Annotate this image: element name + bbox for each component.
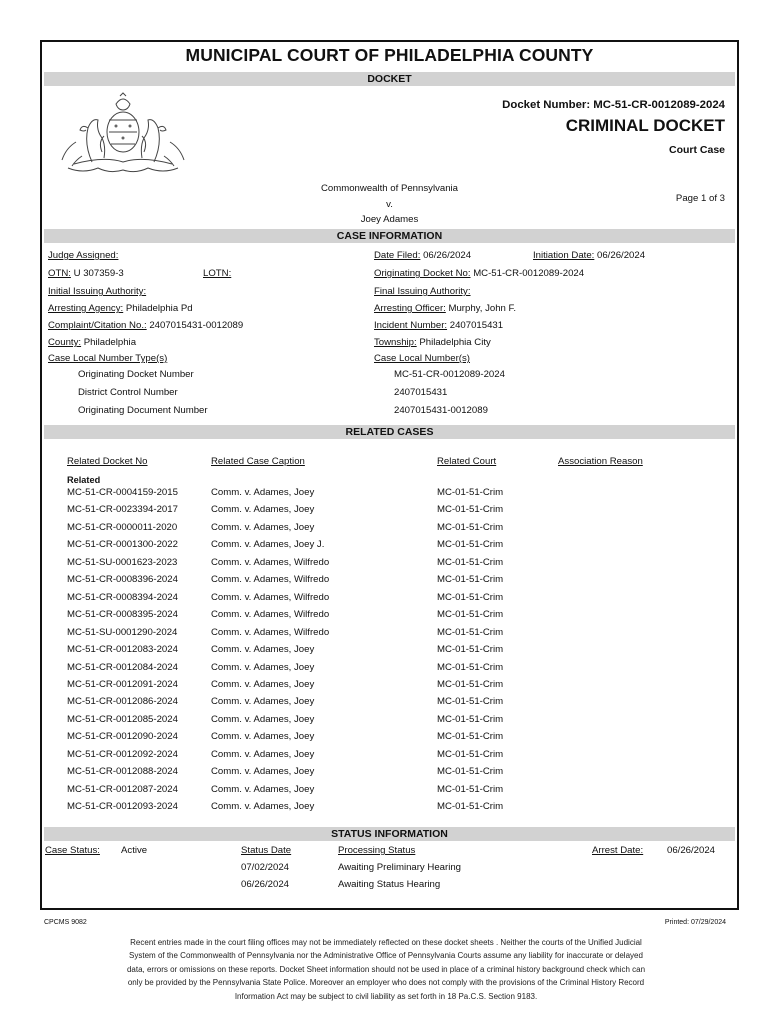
related-docket: MC-51-CR-0023394-2017: [67, 504, 178, 516]
initiation-date: Initiation Date: 06/26/2024: [533, 250, 646, 261]
related-case-row: [42, 644, 737, 661]
disclaimer: [80, 936, 692, 1003]
judge-label: Judge Assigned:: [48, 250, 119, 261]
related-case-row: [42, 522, 737, 539]
related-caption: Comm. v. Adames, Joey: [211, 487, 315, 498]
related-docket: MC-51-CR-0008395-2024: [67, 609, 178, 621]
related-court: MC-01-51-Crim: [437, 591, 504, 603]
related-court: MC-01-51-Crim: [437, 696, 504, 708]
related-case-row: [42, 574, 737, 591]
local-type: Originating Docket Number: [78, 369, 194, 380]
related-caption: Comm. v. Adames, Joey: [211, 713, 315, 725]
related-case-row: [42, 679, 737, 696]
related-case-row: [42, 714, 737, 731]
related-case-row: [42, 504, 737, 521]
case-kind: Court Case: [668, 144, 725, 156]
related-caption: Comm. v. Adames, Joey: [211, 504, 315, 516]
court-title: MUNICIPAL COURT OF PHILADELPHIA COUNTY: [185, 45, 594, 65]
related-docket: MC-51-CR-0012092-2024: [67, 748, 178, 760]
printed-date: Printed: 07/29/2024: [664, 919, 726, 926]
related-court: MC-01-51-Crim: [437, 626, 504, 638]
related-docket: MC-51-CR-0012093-2024: [67, 801, 178, 813]
arresting-officer: Arresting Officer: Murphy, John F.: [374, 303, 517, 314]
originating-docket: Originating Docket No: MC-51-CR-0012089-2024: [374, 268, 585, 279]
local-numbers-label: Case Local Number(s): [374, 353, 470, 364]
related-court: MC-01-51-Crim: [437, 521, 504, 533]
association-reason-header: Association Reason: [558, 456, 643, 467]
related-cases-bar: RELATED CASES: [44, 425, 735, 439]
related-caption: Comm. v. Adames, Joey: [211, 521, 315, 533]
case-status-value: Active: [121, 845, 148, 856]
related-caption: Comm. v. Adames, Wilfredo: [211, 556, 330, 568]
complaint-number: Complaint/Citation No.: 2407015431-0012089: [48, 320, 244, 331]
status-entry-date: 07/02/2024: [241, 862, 290, 873]
related-case-row: [42, 731, 737, 748]
related-docket: MC-51-CR-0012086-2024: [67, 696, 178, 708]
related-caption: Comm. v. Adames, Wilfredo: [211, 574, 330, 586]
related-docket: MC-51-CR-0012084-2024: [67, 661, 178, 673]
related-court: MC-01-51-Crim: [437, 801, 504, 813]
related-docket: MC-51-CR-0008394-2024: [67, 591, 178, 603]
related-court: MC-01-51-Crim: [437, 713, 504, 725]
related-caption: Comm. v. Adames, Joey: [211, 644, 315, 656]
related-caption: Comm. v. Adames, Wilfredo: [211, 626, 330, 638]
related-court: MC-01-51-Crim: [437, 556, 504, 568]
related-docket-header: Related Docket No: [67, 456, 148, 467]
related-docket: MC-51-SU-0001623-2023: [67, 556, 178, 568]
related-docket: MC-51-CR-0000011-2020: [67, 521, 178, 533]
related-court: MC-01-51-Crim: [437, 678, 504, 690]
related-caption: Comm. v. Adames, Joey: [211, 731, 315, 743]
date-filed: Date Filed: 06/26/2024: [374, 250, 472, 261]
status-information-bar: STATUS INFORMATION: [44, 827, 735, 841]
caption-line1: Commonwealth of Pennsylvania: [320, 183, 459, 194]
related-court: MC-01-51-Crim: [437, 644, 504, 656]
incident-number: Incident Number: 2407015431: [374, 320, 504, 331]
pennsylvania-seal-icon: [54, 92, 192, 178]
related-case-row: [42, 801, 737, 818]
status-entry-status: Awaiting Preliminary Hearing: [338, 862, 461, 873]
docket-bar: DOCKET: [44, 72, 735, 86]
related-case-row: [42, 609, 737, 626]
related-docket: MC-51-CR-0001300-2022: [67, 539, 178, 551]
related-group-label: Related: [67, 475, 101, 485]
arrest-date: 06/26/2024: [667, 845, 716, 856]
related-caption: Comm. v. Adames, Joey: [211, 783, 315, 795]
related-docket: MC-51-CR-0012083-2024: [67, 644, 178, 656]
status-entry-date: 06/26/2024: [241, 879, 290, 890]
docket-frame: [40, 40, 739, 910]
related-caption: Comm. v. Adames, Wilfredo: [211, 591, 330, 603]
related-caption: Comm. v. Adames, Joey: [211, 661, 315, 673]
docket-type: CRIMINAL DOCKET: [565, 116, 725, 135]
related-docket: MC-51-SU-0001290-2024: [67, 626, 178, 638]
page-indicator: Page 1 of 3: [675, 193, 725, 204]
disclaimer-line: Information Act may be subject to civil liability as set forth in 18 Pa.C.S. Section 9183.: [234, 991, 538, 1001]
related-court: MC-01-51-Crim: [437, 539, 504, 551]
related-caption: Comm. v. Adames, Joey: [211, 696, 315, 708]
case-information-bar: CASE INFORMATION: [44, 229, 735, 243]
related-case-row: [42, 784, 737, 801]
related-case-row: [42, 557, 737, 574]
disclaimer-line: data, errors or omissions on these reports. Docket Sheet information should not be used in place of a criminal history background check which can: [126, 964, 646, 974]
related-court: MC-01-51-Crim: [437, 731, 504, 743]
related-case-row: [42, 696, 737, 713]
related-case-row: [42, 627, 737, 644]
related-case-row: [42, 749, 737, 766]
local-types-label: Case Local Number Type(s): [48, 353, 168, 364]
disclaimer-line: Recent entries made in the court filing offices may not be immediately reflected on these docket sheets . Neither the courts of the Unified Judicial: [130, 938, 642, 947]
related-caption: Comm. v. Adames, Joey: [211, 766, 315, 778]
status-date-header: Status Date: [241, 845, 292, 856]
related-case-row: [42, 592, 737, 609]
related-caption: Comm. v. Adames, Wilfredo: [211, 609, 330, 621]
related-case-row: [42, 662, 737, 679]
local-type: District Control Number: [78, 387, 178, 398]
related-docket: MC-51-CR-0004159-2015: [67, 487, 178, 498]
caption-line2: v.: [386, 199, 393, 210]
status-entry-status: Awaiting Status Hearing: [338, 879, 441, 890]
related-court: MC-01-51-Crim: [437, 487, 504, 498]
related-caption: Comm. v. Adames, Joey J.: [211, 539, 325, 551]
county: County: Philadelphia: [48, 337, 137, 348]
related-court: MC-01-51-Crim: [437, 574, 504, 586]
related-docket: MC-51-CR-0012090-2024: [67, 731, 178, 743]
related-docket: MC-51-CR-0012091-2024: [67, 678, 178, 690]
related-caption: Comm. v. Adames, Joey: [211, 678, 315, 690]
related-case-row: [42, 539, 737, 556]
related-court: MC-01-51-Crim: [437, 748, 504, 760]
related-caption: Comm. v. Adames, Joey: [211, 801, 315, 813]
related-case-row: [42, 766, 737, 783]
related-docket: MC-51-CR-0012088-2024: [67, 766, 178, 778]
disclaimer-line: only be provided by the Pennsylvania State Police. Moreover an employer who does not comply with the provisions of the Criminal History Record: [127, 978, 645, 988]
lotn-label: LOTN:: [203, 268, 232, 279]
form-id: CPCMS 9082: [44, 919, 87, 926]
related-case-row: [42, 487, 737, 504]
local-number: 2407015431: [394, 387, 448, 398]
related-docket: MC-51-CR-0012087-2024: [67, 783, 178, 795]
related-court: MC-01-51-Crim: [437, 661, 504, 673]
local-number: 2407015431-0012089: [394, 405, 488, 416]
otn: OTN: U 307359-3: [48, 268, 124, 279]
arrest-date-label: Arrest Date:: [592, 845, 644, 856]
related-caption-header: Related Case Caption: [211, 456, 305, 467]
disclaimer-line: System of the Commonwealth of Pennsylvania nor the Administrative Office of Pennsylvania Courts assume any liability for inaccurate or delayed: [129, 951, 643, 961]
related-court-header: Related Court: [437, 456, 497, 467]
related-court: MC-01-51-Crim: [437, 504, 504, 516]
docket-number: Docket Number: MC-51-CR-0012089-2024: [502, 99, 725, 111]
township: Township: Philadelphia City: [374, 337, 491, 348]
related-caption: Comm. v. Adames, Joey: [211, 748, 315, 760]
caption-line3: Joey Adames: [360, 214, 419, 225]
related-docket: MC-51-CR-0008396-2024: [67, 574, 178, 586]
related-court: MC-01-51-Crim: [437, 766, 504, 778]
final-authority-label: Final Issuing Authority:: [374, 286, 471, 297]
related-court: MC-01-51-Crim: [437, 609, 504, 621]
related-court: MC-01-51-Crim: [437, 783, 504, 795]
case-status: Case Status:: [45, 845, 100, 856]
related-docket: MC-51-CR-0012085-2024: [67, 713, 178, 725]
processing-status-header: Processing Status: [338, 845, 416, 856]
initial-authority-label: Initial Issuing Authority:: [48, 286, 147, 297]
local-type: Originating Document Number: [78, 405, 208, 416]
local-number: MC-51-CR-0012089-2024: [394, 369, 505, 380]
arresting-agency: Arresting Agency: Philadelphia Pd: [48, 303, 193, 314]
